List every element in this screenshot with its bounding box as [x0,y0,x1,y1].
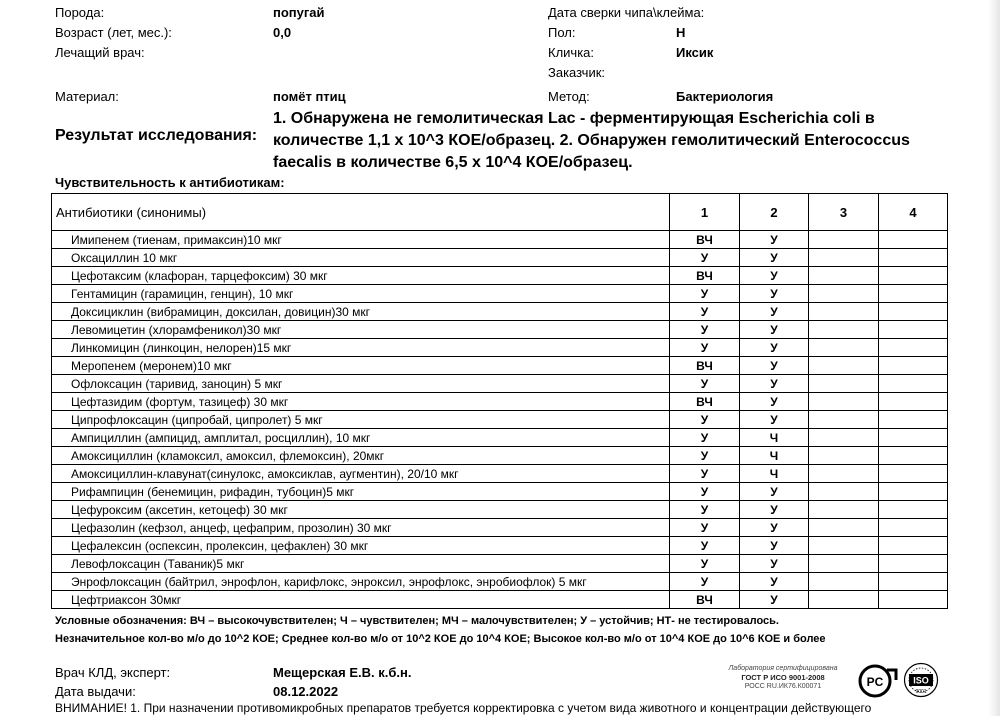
sex-label: Пол: [548,25,576,40]
legend-line-1: Условные обозначения: ВЧ – высокочувствителен; Ч – чувствителен; МЧ – малочувствителен; У – устойчив; НТ- не тестировалось. [55,615,779,627]
result-col-3-cell [809,483,879,501]
result-col-2-cell: У [740,393,809,411]
result-col-2-cell: У [740,411,809,429]
table-row [52,591,948,609]
result-col-1-cell: У [670,429,740,447]
sex-value: Н [676,25,686,40]
table-row [52,429,948,447]
result-col-3-cell [809,249,879,267]
table-row [52,393,948,411]
result-col-3-cell [809,321,879,339]
result-col-4-cell [879,573,948,591]
result-text: 1. Обнаружена не гемолитическая Lac - ферментирующая Escherichia coli в количестве 1,1 х 10^3 КОЕ/образец. 2. Обнаружен гемолитический Enterococcus faecalis в количестве 6,5 х 10^4 КОЕ/образец. [273,110,910,171]
column-header-1: 1 [670,194,740,231]
result-col-2-cell: У [740,339,809,357]
result-col-3-cell [809,519,879,537]
chip-check-label: Дата сверки чипа\клейма: [548,5,705,20]
result-col-3-cell [809,591,879,609]
iso-9001-logo-icon [903,662,939,701]
table-row [52,249,948,267]
breed-value: попугай [273,5,325,20]
column-header-4: 4 [879,194,948,231]
result-col-2-cell: У [740,537,809,555]
antibiotic-name-cell: Линкомицин (линкоцин, нелорен)15 мкг [52,339,670,357]
antibiotic-name-cell: Амоксициллин-клавунат(синулокс, амоксиклав, аугментин), 20/10 мкг [52,465,670,483]
iso-logo-text: ISO [913,675,929,686]
result-col-3-cell [809,465,879,483]
antibiotic-name-cell: Левомицетин (хлорамфеникол)30 мкг [52,321,670,339]
iso-logo-number: 9001 [915,689,927,695]
column-header-3: 3 [809,194,879,231]
result-col-2-cell: У [740,591,809,609]
result-col-2-cell: Ч [740,429,809,447]
age-value: 0,0 [273,25,292,40]
method-value: Бактериология [676,89,774,104]
result-col-1-cell: ВЧ [670,267,740,285]
doctor-label: Лечащий врач: [55,45,145,60]
antibiotic-name-cell: Рифампицин (бенемицин, рифадин, тубоцин)5 мкг [52,483,670,501]
result-label: Результат исследования: [55,127,258,144]
result-col-1-cell: У [670,321,740,339]
table-row [52,285,948,303]
antibiotic-name-cell: Цефтазидим (фортум, тазицеф) 30 мкг [52,393,670,411]
table-row [52,447,948,465]
table-row [52,483,948,501]
nickname-value: Иксик [676,45,714,60]
result-col-3-cell [809,393,879,411]
result-col-4-cell [879,249,948,267]
antibiotic-name-cell: Гентамицин (гарамицин, генцин), 10 мкг [52,285,670,303]
result-col-3-cell [809,429,879,447]
result-col-2-cell: У [740,285,809,303]
antibiotic-name-cell: Цефалексин (оспексин, пролексин, цефаклен) 30 мкг [52,537,670,555]
page-edge-shadow [988,0,1000,716]
result-col-1-cell: ВЧ [670,231,740,249]
result-col-1-cell: У [670,375,740,393]
result-col-3-cell [809,447,879,465]
result-col-4-cell [879,555,948,573]
result-col-3-cell [809,573,879,591]
result-col-1-cell: ВЧ [670,393,740,411]
result-col-1-cell: У [670,501,740,519]
antibiotic-name-cell: Цефуроксим (аксетин, кетоцеф) 30 мкг [52,501,670,519]
column-header-antibiotics: Антибиотики (синонимы) [52,194,670,231]
result-col-4-cell [879,591,948,609]
result-col-1-cell: У [670,447,740,465]
table-row [52,465,948,483]
result-col-1-cell: У [670,285,740,303]
antibiotic-table-body [52,231,948,609]
legend-line-2: Незначительное кол-во м/о до 10^2 КОЕ; Среднее кол-во м/о от 10^2 КОЕ до 10^4 КОЕ; Высокое кол-во м/о от 10^4 КОЕ до 10^6 КОЕ и более [55,633,826,645]
expert-value: Мещерская Е.В. к.б.н. [273,665,412,680]
result-col-2-cell: У [740,231,809,249]
antibiotic-name-cell: Ципрофлоксацин (ципробай, ципролет) 5 мкг [52,411,670,429]
result-col-1-cell: У [670,411,740,429]
antibiotic-name-cell: Имипенем (тиенам, примаксин)10 мкг [52,231,670,249]
antibiotic-name-cell: Ампициллин (ампицид, амплитал, росциллин), 10 мкг [52,429,670,447]
result-col-2-cell: Ч [740,465,809,483]
result-col-1-cell: У [670,465,740,483]
result-col-2-cell: Ч [740,447,809,465]
result-col-1-cell: У [670,339,740,357]
cert-line-1: Лаборатория сертифицирована [728,665,838,672]
result-col-4-cell [879,393,948,411]
antibiotic-table [51,193,948,609]
table-row [52,537,948,555]
result-col-3-cell [809,411,879,429]
result-col-1-cell: У [670,555,740,573]
result-col-3-cell [809,537,879,555]
antibiotic-name-cell: Доксициклин (вибрамицин, доксилан, довицин)30 мкг [52,303,670,321]
issue-date-label: Дата выдачи: [55,684,136,699]
antibiotic-name-cell: Цефазолин (кефзол, анцеф, цефаприм, прозолин) 30 мкг [52,519,670,537]
cert-line-3: РОСС RU.ИК76.К00071 [744,683,822,690]
table-row [52,555,948,573]
table-row [52,573,948,591]
result-col-2-cell: У [740,555,809,573]
antibiotic-name-cell: Цефтриаксон 30мкг [52,591,670,609]
result-col-4-cell [879,501,948,519]
result-col-3-cell [809,357,879,375]
result-col-1-cell: У [670,249,740,267]
result-col-4-cell [879,267,948,285]
result-col-3-cell [809,501,879,519]
age-label: Возраст (лет, мес.): [55,25,172,40]
breed-label: Порода: [55,5,105,20]
result-col-3-cell [809,555,879,573]
material-value: помёт птиц [273,89,346,104]
cert-line-2: ГОСТ Р ИСО 9001-2008 [741,673,825,682]
result-col-4-cell [879,339,948,357]
result-col-4-cell [879,429,948,447]
result-col-1-cell: У [670,537,740,555]
table-row [52,231,948,249]
antibiotic-name-cell: Левофлоксацин (Таваник)5 мкг [52,555,670,573]
antibiotic-name-cell: Офлоксацин (таривид, заноцин) 5 мкг [52,375,670,393]
table-row [52,375,948,393]
table-row [52,501,948,519]
result-col-3-cell [809,285,879,303]
rst-certification-logo-icon [858,664,898,701]
antibiotic-name-cell: Цефотаксим (клафоран, тарцефоксим) 30 мкг [52,267,670,285]
result-col-4-cell [879,537,948,555]
column-header-2: 2 [740,194,809,231]
result-col-1-cell: У [670,303,740,321]
table-header-row [52,194,948,231]
result-col-3-cell [809,375,879,393]
result-col-2-cell: У [740,267,809,285]
result-col-2-cell: У [740,249,809,267]
result-col-2-cell: У [740,573,809,591]
result-col-4-cell [879,411,948,429]
sensitivity-title: Чувствительность к антибиотикам: [55,175,285,190]
result-col-4-cell [879,465,948,483]
result-col-4-cell [879,357,948,375]
result-col-1-cell: У [670,573,740,591]
antibiotic-name-cell: Энрофлоксацин (байтрил, энрофлон, карифлокс, энроксил, энрофлокс, энробиофлок) 5 мкг [52,573,670,591]
client-label: Заказчик: [548,65,606,80]
certification-note [708,664,858,691]
result-col-1-cell: У [670,519,740,537]
result-col-3-cell [809,339,879,357]
result-col-4-cell [879,519,948,537]
table-row [52,321,948,339]
attention-note: ВНИМАНИЕ! 1. При назначении противомикробных препаратов требуется корректировка с учетом вида животного и концентрации действующего [55,701,872,715]
expert-label: Врач КЛД, эксперт: [55,665,171,680]
result-col-3-cell [809,267,879,285]
table-row [52,411,948,429]
table-row [52,267,948,285]
method-label: Метод: [548,89,590,104]
result-col-4-cell [879,447,948,465]
table-row [52,357,948,375]
antibiotic-name-cell: Оксациллин 10 мкг [52,249,670,267]
result-col-4-cell [879,303,948,321]
result-col-2-cell: У [740,501,809,519]
result-col-2-cell: У [740,357,809,375]
table-row [52,303,948,321]
result-col-3-cell [809,231,879,249]
material-label: Материал: [55,89,119,104]
result-col-2-cell: У [740,321,809,339]
result-col-2-cell: У [740,375,809,393]
result-col-2-cell: У [740,303,809,321]
result-col-4-cell [879,375,948,393]
result-col-4-cell [879,321,948,339]
result-col-4-cell [879,285,948,303]
result-col-1-cell: У [670,483,740,501]
issue-date-value: 08.12.2022 [273,684,339,699]
antibiotic-name-cell: Меропенем (меронем)10 мкг [52,357,670,375]
result-col-4-cell [879,483,948,501]
result-col-2-cell: У [740,483,809,501]
result-col-4-cell [879,231,948,249]
table-row [52,519,948,537]
result-col-2-cell: У [740,519,809,537]
antibiotic-name-cell: Амоксициллин (кламоксил, амоксил, флемоксин), 20мкг [52,447,670,465]
table-row [52,339,948,357]
result-col-3-cell [809,303,879,321]
result-col-1-cell: ВЧ [670,357,740,375]
rst-logo-text: PC [866,675,884,689]
nickname-label: Кличка: [548,45,595,60]
result-col-1-cell: ВЧ [670,591,740,609]
